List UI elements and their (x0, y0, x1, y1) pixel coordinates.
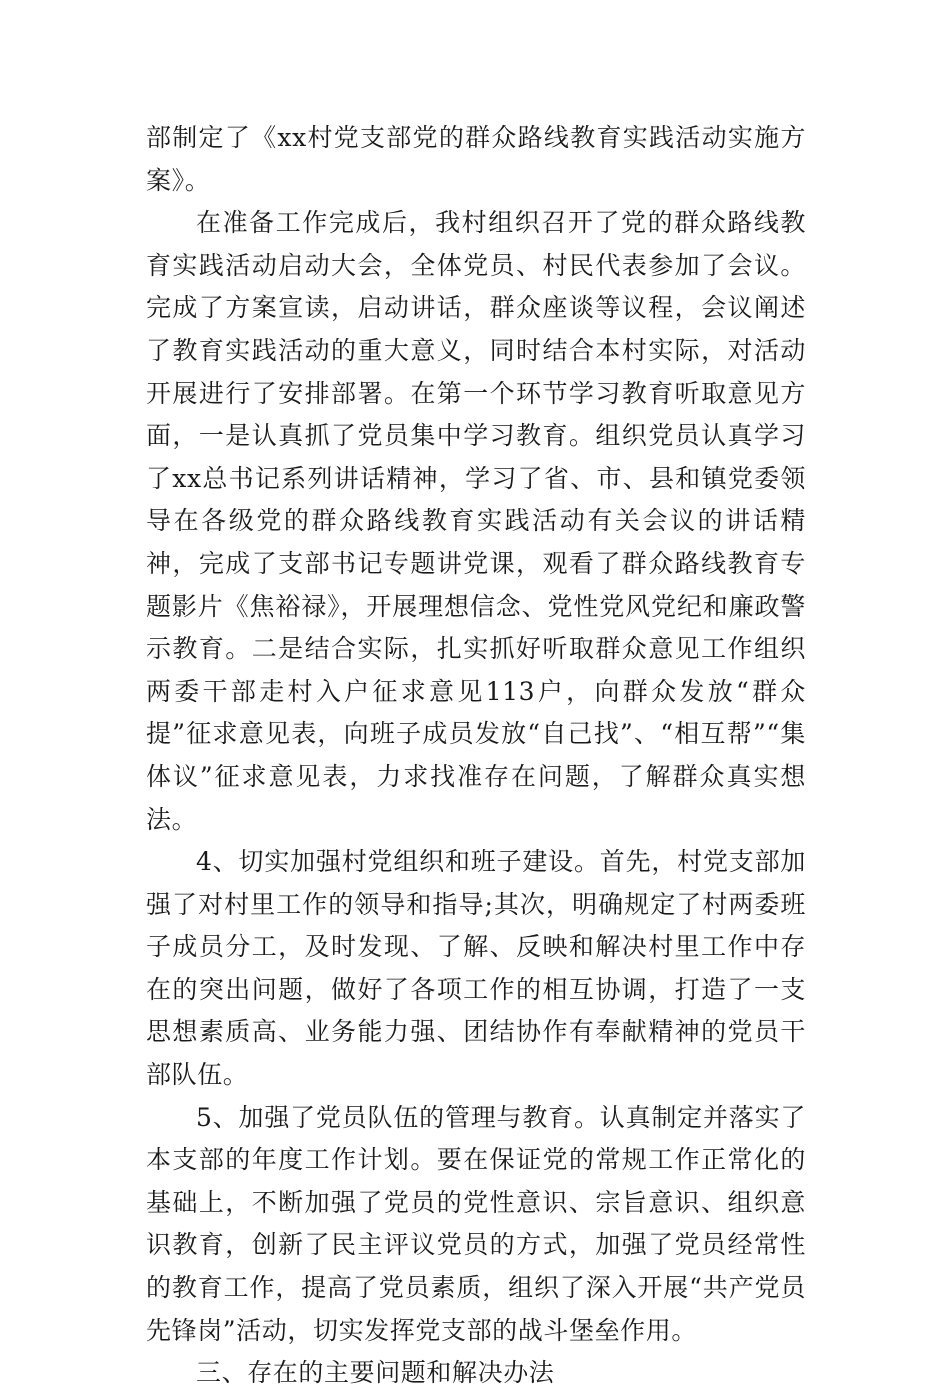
paragraph-launch-meeting: 在准备工作完成后，我村组织召开了党的群众路线教育实践活动启动大会，全体党员、村民代表参加了会议。完成了方案宣读，启动讲话，群众座谈等议程，会议阐述了教育实践活动的重大意义，同时结合本村实际，对活动开展进行了安排部署。在第一个环节学习教育听取意见方面，一是认真抓了党员集中学习教育。组织党员认真学习了xx总书记系列讲话精神，学习了省、市、县和镇党委领导在各级党的群众路线教育实践活动有关会议的讲话精神，完成了支部书记专题讲党课，观看了群众路线教育专题影片《焦裕禄》，开展理想信念、党性党风党纪和廉政警示教育。二是结合实际，扎实抓好听取群众意见工作组织两委干部走村入户征求意见113户，向群众发放“群众提”征求意见表，向班子成员发放“自己找”、“相互帮”“集体议”征求意见表，力求找准存在问题，了解群众真实想法。 (146, 208, 806, 834)
paragraph-item-4: 4、切实加强村党组织和班子建设。首先，村党支部加强了对村里工作的领导和指导;其次，明确规定了村两委班子成员分工，及时发现、了解、反映和解决村里工作中存在的突出问题，做好了各项工作的相互协调，打造了一支思想素质高、业务能力强、团结协作有奉献精神的党员干部队伍。 (146, 847, 806, 1090)
paragraph-continued: 部制定了《xx村党支部党的群众路线教育实践活动实施方案》。 (146, 123, 806, 195)
section-heading: 三、存在的主要问题和解决办法 (196, 1358, 555, 1388)
paragraph-item-5: 5、加强了党员队伍的管理与教育。认真制定并落实了本支部的年度工作计划。要在保证党的常规工作正常化的基础上，不断加强了党员的党性意识、宗旨意识、组织意识教育，创新了民主评议党员的方式，加强了党员经常性的教育工作，提高了党员素质，组织了深入开展“共产党员先锋岗”活动，切实发挥党支部的战斗堡垒作用。 (146, 1102, 806, 1345)
document-body (146, 117, 806, 1395)
